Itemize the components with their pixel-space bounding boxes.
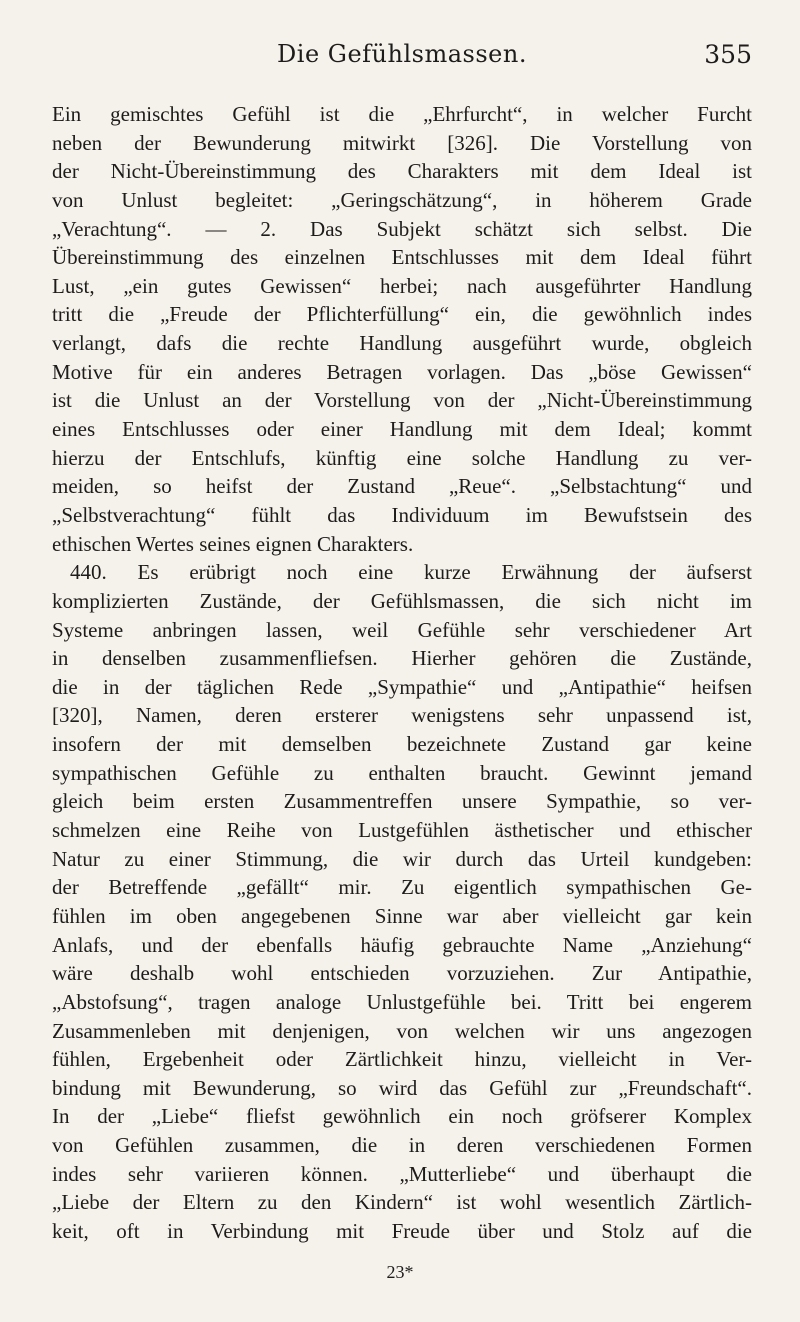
text-line: schmelzen eine Reihe von Lustgefühlen ästhetischer und ethischer (52, 818, 752, 843)
text-line: Natur zu einer Stimmung, die wir durch das Urteil kundgeben: (52, 846, 752, 871)
text-line: keit, oft in Verbindung mit Freude über und Stolz auf die (52, 1218, 752, 1243)
text-line: sympathischen Gefühle zu enthalten braucht. Gewinnt jemand (52, 760, 752, 785)
text-line: Zusammenleben mit denjenigen, von welchen wir uns angezogen (52, 1018, 752, 1043)
text-line: Lust, „ein gutes Gewissen“ herbei; nach ausgeführter Handlung (52, 273, 752, 298)
text-line: „Abstofsung“, tragen analoge Unlustgefühle bei. Tritt bei engerem (52, 989, 752, 1014)
text-line: „Selbstverachtung“ fühlt das Individuum im Bewufstsein des (52, 502, 752, 527)
body-text (52, 100, 752, 1246)
text-line: meiden, so heifst der Zustand „Reue“. „Selbstachtung“ und (52, 474, 752, 499)
text-line: „Liebe der Eltern zu den Kindern“ ist wohl wesentlich Zärtlich- (52, 1190, 752, 1215)
text-line: eines Entschlusses oder einer Handlung mit dem Ideal; kommt (52, 417, 752, 442)
text-line: von Unlust begleitet: „Geringschätzung“, in höherem Grade (52, 187, 752, 212)
text-line: indes sehr variieren können. „Mutterliebe“ und überhaupt die (52, 1161, 752, 1186)
text-line: „Verachtung“. — 2. Das Subjekt schätzt sich selbst. Die (52, 216, 752, 241)
text-line: fühlen im oben angegebenen Sinne war aber vielleicht gar kein (52, 903, 752, 928)
text-line: tritt die „Freude der Pflichterfüllung“ ein, die gewöhnlich indes (52, 302, 752, 327)
text-line: insofern der mit demselben bezeichnete Zustand gar keine (52, 732, 752, 757)
text-line: die in der täglichen Rede „Sympathie“ und „Antipathie“ heifsen (52, 674, 752, 699)
text-line: Motive für ein anderes Betragen vorlagen. Das „böse Gewissen“ (52, 359, 752, 384)
text-line: der Betreffende „gefällt“ mir. Zu eigentlich sympathischen Ge- (52, 875, 752, 900)
text-line: gleich beim ersten Zusammentreffen unsere Sympathie, so ver- (52, 789, 752, 814)
text-line: [320], Namen, deren ersterer wenigstens sehr unpassend ist, (52, 703, 752, 728)
text-line: ist die Unlust an der Vorstellung von der „Nicht-Übereinstimmung (52, 388, 752, 413)
text-line: hierzu der Entschlufs, künftig eine solche Handlung zu ver- (52, 445, 752, 470)
signature-mark: 23* (386, 1262, 414, 1282)
running-title: Die Gefühlsmassen. (277, 40, 527, 68)
text-line: In der „Liebe“ fliefst gewöhnlich ein noch gröfserer Komplex (52, 1104, 752, 1129)
text-line: von Gefühlen zusammen, die in deren verschiedenen Formen (52, 1133, 752, 1158)
running-head (52, 40, 752, 80)
text-line: neben der Bewunderung mitwirkt [326]. Die Vorstellung von (52, 130, 752, 155)
text-line: in denselben zusammenfliefsen. Hierher gehören die Zustände, (52, 646, 752, 671)
text-line: bindung mit Bewunderung, so wird das Gefühl zur „Freundschaft“. (52, 1075, 752, 1100)
text-line: fühlen, Ergebenheit oder Zärtlichkeit hinzu, vielleicht in Ver- (52, 1047, 752, 1072)
paragraph-end-line: ethischen Wertes seines eignen Charakters. (52, 531, 414, 556)
paragraph-start-line: 440. Es erübrigt noch eine kurze Erwähnung der äufserst (70, 560, 752, 585)
text-line: Anlafs, und der ebenfalls häufig gebrauchte Name „Anziehung“ (52, 932, 752, 957)
text-line: verlangt, dafs die rechte Handlung ausgeführt wurde, obgleich (52, 331, 752, 356)
text-line: der Nicht-Übereinstimmung des Charakters mit dem Ideal ist (52, 159, 752, 184)
text-line: wäre deshalb wohl entschieden vorzuziehen. Zur Antipathie, (52, 961, 752, 986)
text-line: Übereinstimmung des einzelnen Entschlusses mit dem Ideal führt (52, 245, 752, 270)
page-number: 355 (704, 40, 752, 69)
text-line: Ein gemischtes Gefühl ist die „Ehrfurcht“, in welcher Furcht (52, 102, 752, 126)
text-line: komplizierten Zustände, der Gefühlsmassen, die sich nicht im (52, 588, 752, 613)
text-line: Systeme anbringen lassen, weil Gefühle sehr verschiedener Art (52, 617, 752, 642)
